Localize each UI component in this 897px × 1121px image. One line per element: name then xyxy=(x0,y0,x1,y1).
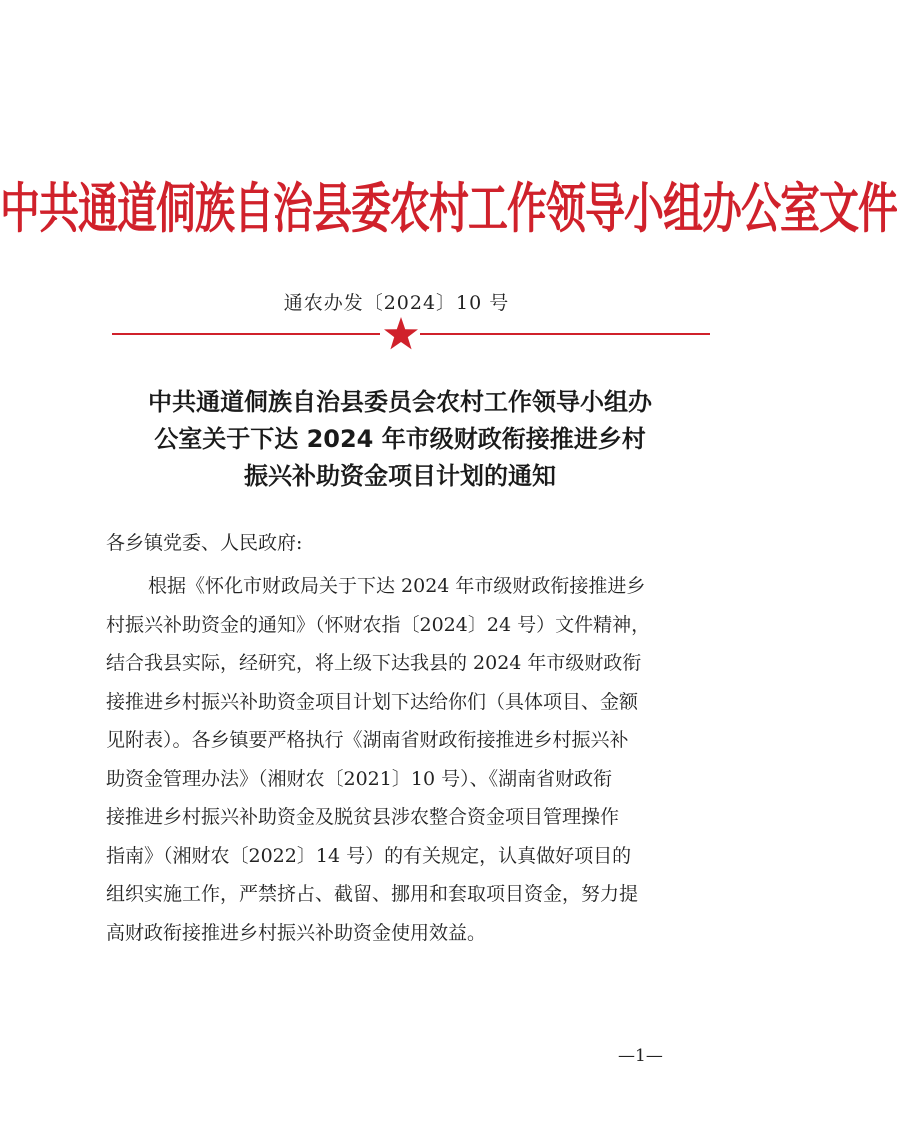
body-line: 高财政衔接推进乡村振兴补助资金使用效益。 xyxy=(106,921,487,944)
body-line: 结合我县实际，经研究，将上级下达我县的 2024 年市级财政衔 xyxy=(106,652,642,674)
document-number: 通农办发〔2024〕10 号 xyxy=(283,292,510,314)
masthead-title: 中共通道侗族自治县委农村工作领导小组办公室文件 xyxy=(0,178,897,241)
salutation: 各乡镇党委、人民政府: xyxy=(106,532,303,554)
red-divider-right xyxy=(420,333,710,335)
body-line: 接推进乡村振兴补助资金项目计划下达给你们（具体项目、金额 xyxy=(106,690,639,713)
body-line: 接推进乡村振兴补助资金及脱贫县涉农整合资金项目管理操作 xyxy=(106,806,620,828)
body-line: 助资金管理办法》（湘财农〔2021〕10 号）、《湖南省财政衔 xyxy=(106,767,613,790)
title-line: 公室关于下达 2024 年市级财政衔接推进乡村 xyxy=(154,425,646,453)
body-line: 村振兴补助资金的通知》（怀财农指〔2024〕24 号）文件精神， xyxy=(106,613,651,636)
body-line: 指南》（湘财农〔2022〕14 号）的有关规定，认真做好项目的 xyxy=(106,844,632,867)
red-star-icon xyxy=(383,316,419,352)
document-title xyxy=(100,384,700,495)
red-divider-left xyxy=(112,333,380,335)
body-line: 根据《怀化市财政局关于下达 2024 年市级财政衔接推进乡 xyxy=(148,575,646,597)
body-line: 见附表）。各乡镇要严格执行《湖南省财政衔接推进乡村振兴补 xyxy=(106,729,629,751)
body-line: 组织实施工作，严禁挤占、截留、挪用和套取项目资金，努力提 xyxy=(106,883,639,905)
title-line: 中共通道侗族自治县委员会农村工作领导小组办 xyxy=(148,388,652,416)
page-number: —1— xyxy=(618,1046,663,1066)
title-line: 振兴补助资金项目计划的通知 xyxy=(244,462,556,490)
body-paragraph xyxy=(106,567,696,952)
